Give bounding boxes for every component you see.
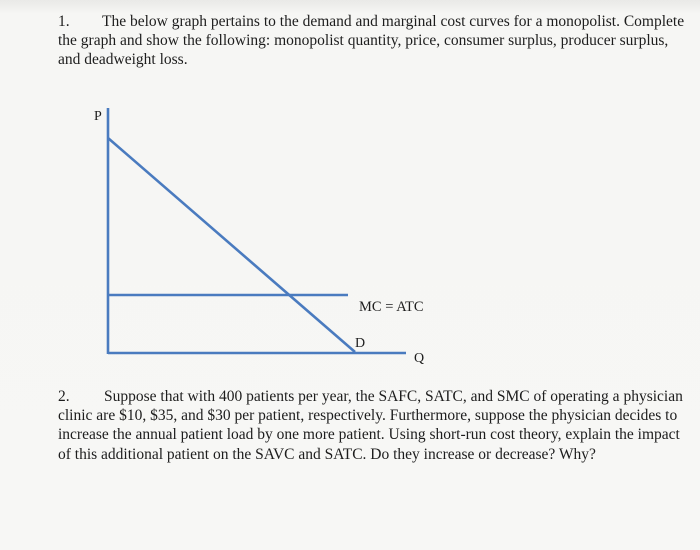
quantity-axis-label: Q — [414, 351, 425, 366]
question-2-text: Suppose that with 400 patients per year, the SAFC, SATC, and SMC of operating a physician clinic are $10, $35, and $30 per patient, respectively. Furthermore, suppose the physician decides to increase the annual patient load by one more patient. Using short-run cost theory, explain the impact of this additional patient on the SAVC and SATC. Do they increase or decrease? Why? — [58, 388, 683, 463]
question-1-number: 1. — [58, 13, 70, 30]
demand-curve — [108, 138, 355, 352]
mc-atc-label: MC = ATC — [359, 299, 424, 315]
question-1-text: The below graph pertains to the demand and marginal cost curves for a monopolist. Complete the graph and show the following: monopolist quantity, price, consumer surplus, producer surplus, and deadweight loss. — [58, 13, 685, 68]
question-2-number: 2. — [58, 388, 70, 405]
demand-label: D — [355, 336, 366, 351]
price-axis-label: P — [94, 109, 102, 124]
question-2 — [58, 387, 690, 464]
